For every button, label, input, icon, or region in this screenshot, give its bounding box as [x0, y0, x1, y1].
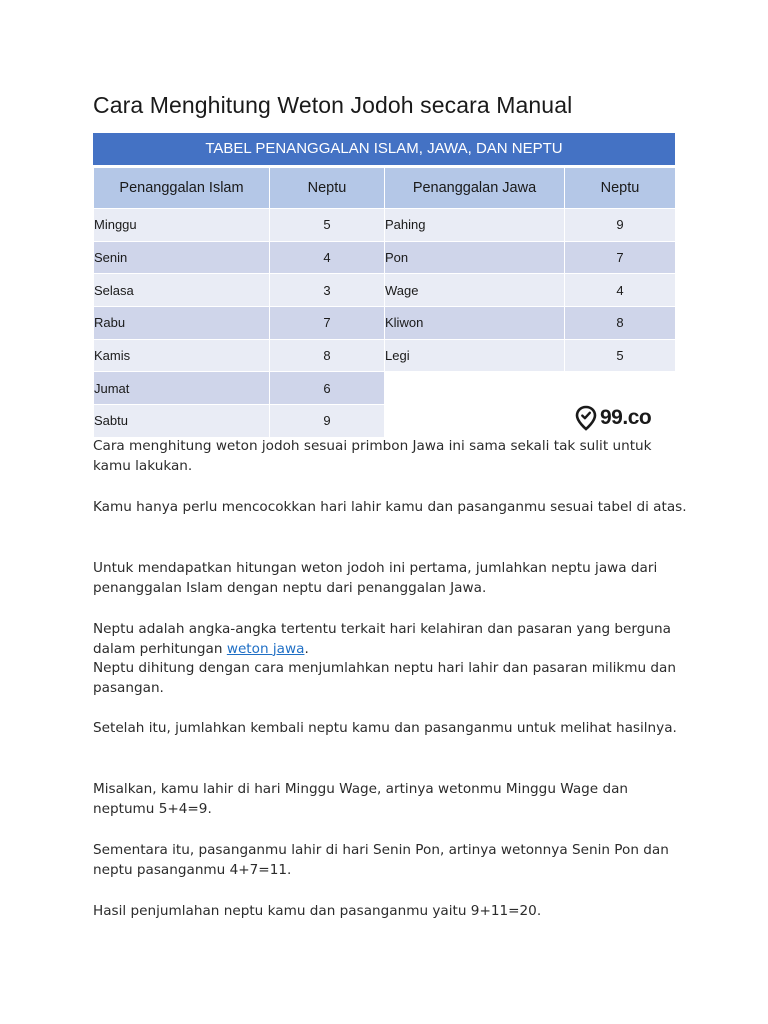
- paragraph-text: Neptu adalah angka-angka tertentu terkait hari kelahiran dan pasaran yang berguna dalam perhitungan: [93, 621, 671, 657]
- islam-neptu: 7: [270, 307, 385, 340]
- jawa-neptu: 5: [565, 339, 676, 372]
- paragraph: Kamu hanya perlu mencocokkan hari lahir kamu dan pasanganmu sesuai tabel di atas.: [93, 499, 687, 515]
- neptu-table: [93, 133, 675, 438]
- page-title: Cara Menghitung Weton Jodoh secara Manual: [93, 92, 573, 118]
- paragraph: Hasil penjumlahan neptu kamu dan pasanganmu yaitu 9+11=20.: [93, 903, 542, 919]
- jawa-day: Wage: [385, 274, 565, 307]
- jawa-day: Pahing: [385, 209, 565, 242]
- islam-neptu: 5: [270, 209, 385, 242]
- paragraph: Sementara itu, pasanganmu lahir di hari Senin Pon, artinya wetonnya Senin Pon dan neptu pasanganmu 4+7=11.: [93, 842, 669, 878]
- paragraph: Misalkan, kamu lahir di hari Minggu Wage, artinya wetonmu Minggu Wage dan neptumu 5+4=9.: [93, 781, 629, 817]
- jawa-day: Legi: [385, 339, 565, 372]
- jawa-neptu: 9: [565, 209, 676, 242]
- paragraph: Untuk mendapatkan hitungan weton jodoh ini pertama, jumlahkan neptu jawa dari penanggalan Islam dengan neptu dari penanggalan Jawa.: [93, 560, 658, 596]
- islam-neptu: 4: [270, 241, 385, 274]
- islam-neptu: 8: [270, 339, 385, 372]
- islam-neptu: 3: [270, 274, 385, 307]
- table-banner: TABEL PENANGGALAN ISLAM, JAWA, DAN NEPTU: [93, 133, 675, 167]
- paragraph: Setelah itu, jumlahkan kembali neptu kamu dan pasanganmu untuk melihat hasilnya.: [93, 720, 677, 736]
- jawa-day: Kliwon: [385, 307, 565, 340]
- header-penanggalan-islam: Penanggalan Islam: [94, 168, 270, 209]
- paragraph: Cara menghitung weton jodoh sesuai primbon Jawa ini sama sekali tak sulit untuk kamu lakukan.: [93, 438, 652, 474]
- header-neptu-jawa: Neptu: [565, 168, 676, 209]
- weton-jawa-link[interactable]: weton jawa: [226, 640, 305, 657]
- header-neptu-islam: Neptu: [270, 168, 385, 209]
- table-row: [94, 209, 676, 242]
- table-row: [94, 274, 676, 307]
- neptu-grid: [93, 167, 676, 438]
- logo-text: 99.co: [600, 406, 652, 429]
- jawa-neptu: 7: [565, 241, 676, 274]
- islam-day: Selasa: [94, 274, 270, 307]
- islam-day: Senin: [94, 241, 270, 274]
- map-pin-icon: [575, 405, 597, 431]
- table-row: [94, 372, 676, 405]
- jawa-neptu: 8: [565, 307, 676, 340]
- table-row: [94, 241, 676, 274]
- jawa-day: Pon: [385, 241, 565, 274]
- islam-neptu: 9: [270, 405, 385, 438]
- islam-day: Kamis: [94, 339, 270, 372]
- table-row: [94, 339, 676, 372]
- jawa-neptu: 4: [565, 274, 676, 307]
- paragraph: [93, 620, 693, 659]
- islam-day: Minggu: [94, 209, 270, 242]
- islam-day: Jumat: [94, 372, 270, 405]
- table-row: [94, 307, 676, 340]
- paragraph: Neptu dihitung dengan cara menjumlahkan neptu hari lahir dan pasaran milikmu dan pasangan.: [93, 660, 676, 696]
- header-penanggalan-jawa: Penanggalan Jawa: [385, 168, 565, 209]
- islam-neptu: 6: [270, 372, 385, 405]
- islam-day: Sabtu: [94, 405, 270, 438]
- paragraph-text: .: [304, 640, 309, 657]
- islam-day: Rabu: [94, 307, 270, 340]
- brand-logo: [575, 405, 651, 431]
- table-header-row: [94, 168, 676, 209]
